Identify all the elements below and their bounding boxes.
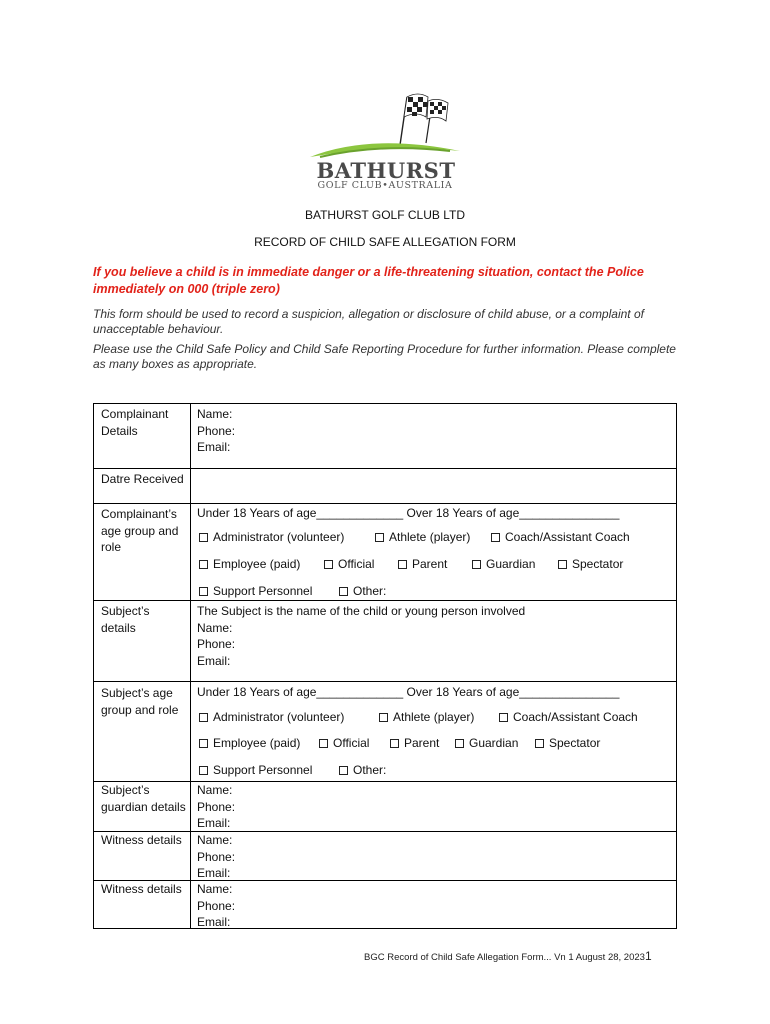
intro-paragraph-1: This form should be used to record a suspicion, allegation or disclosure of child abuse, or a complaint of unacceptable behaviour. [93,307,644,336]
complainant-option-coach[interactable]: Coach/Assistant Coach [491,530,630,544]
name-label: Name: [197,620,233,635]
checkbox-icon [379,713,388,722]
danger-notice: If you believe a child is in immediate danger or a life-threatening situation, contact the Police immediately on 000 (triple zero) [93,265,644,296]
complainant-option-spectator[interactable]: Spectator [558,557,623,571]
email-label: Email: [197,653,231,668]
intro-paragraph-2: Please use the Child Safe Policy and Child Safe Reporting Procedure for further information. Please complete as many boxes as appropriate. [93,342,676,371]
subject-contact-field[interactable] [197,603,672,669]
complainant-option-guardian[interactable]: Guardian [472,557,535,571]
complainant-details-label: Complainant Details [101,407,169,438]
footer-text: BGC Record of Child Safe Allegation Form... Vn 1 August 28, 2023 [364,952,645,963]
name-label: Name: [197,882,233,896]
checkered-flag-icon [404,94,448,121]
logo-subtitle: GOLF CLUB•AUSTRALIA [317,180,453,191]
subject-option-employee[interactable]: Employee (paid) [199,736,300,750]
complainant-option-support[interactable]: Support Personnel [199,584,312,598]
phone-label: Phone: [197,849,236,864]
row-divider [94,468,676,469]
checkbox-icon [535,739,544,748]
date-received-label: Datre Received [101,472,184,486]
checkbox-icon [319,739,328,748]
checkbox-icon [199,587,208,596]
witness-1-contact-field[interactable] [197,832,672,882]
checkbox-icon [390,739,399,748]
email-label: Email: [197,816,231,830]
subject-details-label: Subject’s details [101,604,150,635]
checkbox-icon [491,533,500,542]
subject-option-other[interactable]: Other: [339,763,386,777]
complainant-option-parent[interactable]: Parent [398,557,447,571]
subject-age-line[interactable]: Under 18 Years of age_____________ Over 18 Years of age_______________ [197,685,620,699]
subject-option-official[interactable]: Official [319,736,369,750]
checkbox-icon [398,560,407,569]
subject-option-guardian[interactable]: Guardian [455,736,518,750]
subject-note: The Subject is the name of the child or young person involved [197,604,526,618]
checkbox-icon [199,533,208,542]
phone-label: Phone: [197,637,236,651]
page-number: 1 [644,949,652,963]
checkbox-icon [339,766,348,775]
checkbox-icon [375,533,384,542]
checkbox-icon [324,560,333,569]
witness-details-label: Witness details [101,833,182,847]
checkbox-icon [558,560,567,569]
complainant-option-administrator[interactable]: Administrator (volunteer) [199,530,344,544]
witness-2-contact-field[interactable] [197,881,672,931]
email-label: Email: [197,866,231,880]
subject-option-coach[interactable]: Coach/Assistant Coach [499,710,638,724]
complainant-option-other[interactable]: Other: [339,584,386,598]
subject-option-parent[interactable]: Parent [390,736,439,750]
row-divider [94,600,676,601]
row-divider [94,503,676,504]
phone-label: Phone: [197,799,236,814]
name-label: Name: [197,783,233,797]
page-footer [364,949,652,963]
email-label: Email: [197,440,231,454]
complainant-age-line[interactable]: Under 18 Years of age_____________ Over 18 Years of age_______________ [197,506,620,520]
checkbox-icon [499,713,508,722]
guardian-details-label: Subject’s guardian details [101,783,186,814]
subject-option-administrator[interactable]: Administrator (volunteer) [199,710,344,724]
row-divider [94,681,676,682]
column-divider [190,404,191,928]
phone-label: Phone: [197,898,236,913]
email-label: Email: [197,915,231,929]
complainant-contact-field[interactable] [197,406,672,456]
complainant-age-role-label: Complainant’s age group and role [101,507,179,554]
checkbox-icon [339,587,348,596]
checkbox-icon [199,739,208,748]
complainant-option-athlete[interactable]: Athlete (player) [375,530,470,544]
logo-wordmark: BATHURST [316,158,456,183]
checkbox-icon [199,766,208,775]
complainant-option-employee[interactable]: Employee (paid) [199,557,300,571]
date-received-field[interactable] [197,471,672,501]
checkbox-icon [199,560,208,569]
company-name: BATHURST GOLF CLUB LTD [304,208,466,222]
complainant-option-official[interactable]: Official [324,557,374,571]
name-label: Name: [197,833,233,847]
guardian-contact-field[interactable] [197,782,672,832]
subject-option-support[interactable]: Support Personnel [199,763,312,777]
allegation-table [93,403,677,929]
checkbox-icon [199,713,208,722]
subject-age-role-label: Subject’s age group and role [101,686,179,717]
witness-details-label: Witness details [101,882,182,896]
name-label: Name: [197,407,233,421]
subject-option-athlete[interactable]: Athlete (player) [379,710,474,724]
form-title: RECORD OF CHILD SAFE ALLEGATION FORM [254,235,516,249]
checkbox-icon [455,739,464,748]
phone-label: Phone: [197,423,236,438]
checkbox-icon [472,560,481,569]
subject-option-spectator[interactable]: Spectator [535,736,600,750]
